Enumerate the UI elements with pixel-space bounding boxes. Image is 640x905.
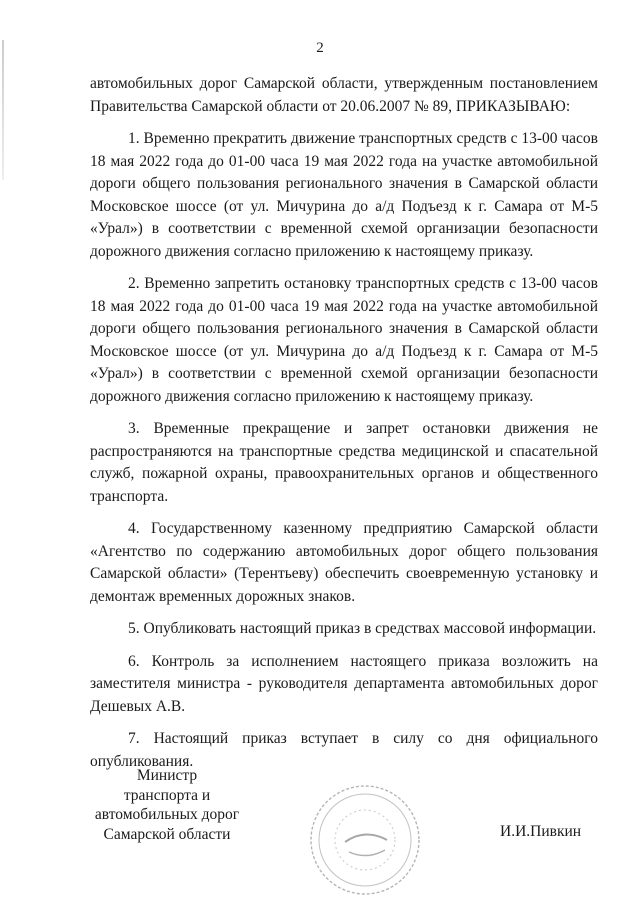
order-item-3: 3. Временные прекращение и запрет остановки движения не распространяются на транспортные средства медицинской и спасательной служб, пожарной охраны, правоохранительных органов и общественного транспорта.: [90, 420, 598, 505]
signer-title-line-1: Министр: [136, 767, 198, 784]
signer-title-line-4: Самарской области: [103, 825, 231, 843]
order-item-2: 2. Временно запретить остановку транспортных средств с 13-00 часов 18 мая 2022 года до 01-00 часа 19 мая 2022 года на участке автомобильной дороги общего пользования регионального значения в Самарской области Московское шоссе (от ул. Мичурина до а/д Подъезд к г. Самара от М-5 «Урал») в соответствии с временной схемой организации безопасности дорожного движения согласно приложению к настоящему приказу.: [90, 275, 598, 405]
page-number: 2: [316, 40, 324, 56]
document-body: [90, 73, 598, 783]
signer-name: И.И.Пивкин: [500, 823, 582, 840]
signer-title-line-3: автомобильных дорог: [94, 806, 240, 823]
signer-title-line-2: транспорта и: [123, 786, 211, 804]
order-item-1: 1. Временно прекратить движение транспортных средств с 13-00 часов 18 мая 2022 года до 01-00 часа 19 мая 2022 года на участке автомобильной дороги общего пользования регионального значения в Самарской области Московское шоссе (от ул. Мичурина до а/д Подъезд к г. Самара от М-5 «Урал») в соответствии с временной схемой организации безопасности дорожного движения согласно приложению к настоящему приказу.: [90, 130, 598, 260]
order-item-7: 7. Настоящий приказ вступает в силу со дня официального опубликования.: [90, 730, 598, 770]
order-item-4: 4. Государственному казенному предприятию Самарской области «Агентство по содержанию автомобильных дорог общего пользования Самарской области» (Терентьеву) обеспечить своевременную установку и демонтаж временных дорожных знаков.: [90, 520, 598, 605]
round-seal-icon: [305, 780, 425, 900]
scan-edge-mark: [2, 40, 4, 180]
intro-paragraph: автомобильных дорог Самарской области, утвержденным постановлением Правительства Самарской области от 20.06.2007 № 89, ПРИКАЗЫВАЮ:: [90, 75, 598, 115]
signer-title: [82, 766, 252, 844]
order-item-6: 6. Контроль за исполнением настоящего приказа возложить на заместителя министра - руководителя департамента автомобильных дорог Дешевых А.В.: [90, 652, 598, 715]
order-item-5: 5. Опубликовать настоящий приказ в средствах массовой информации.: [128, 620, 597, 637]
